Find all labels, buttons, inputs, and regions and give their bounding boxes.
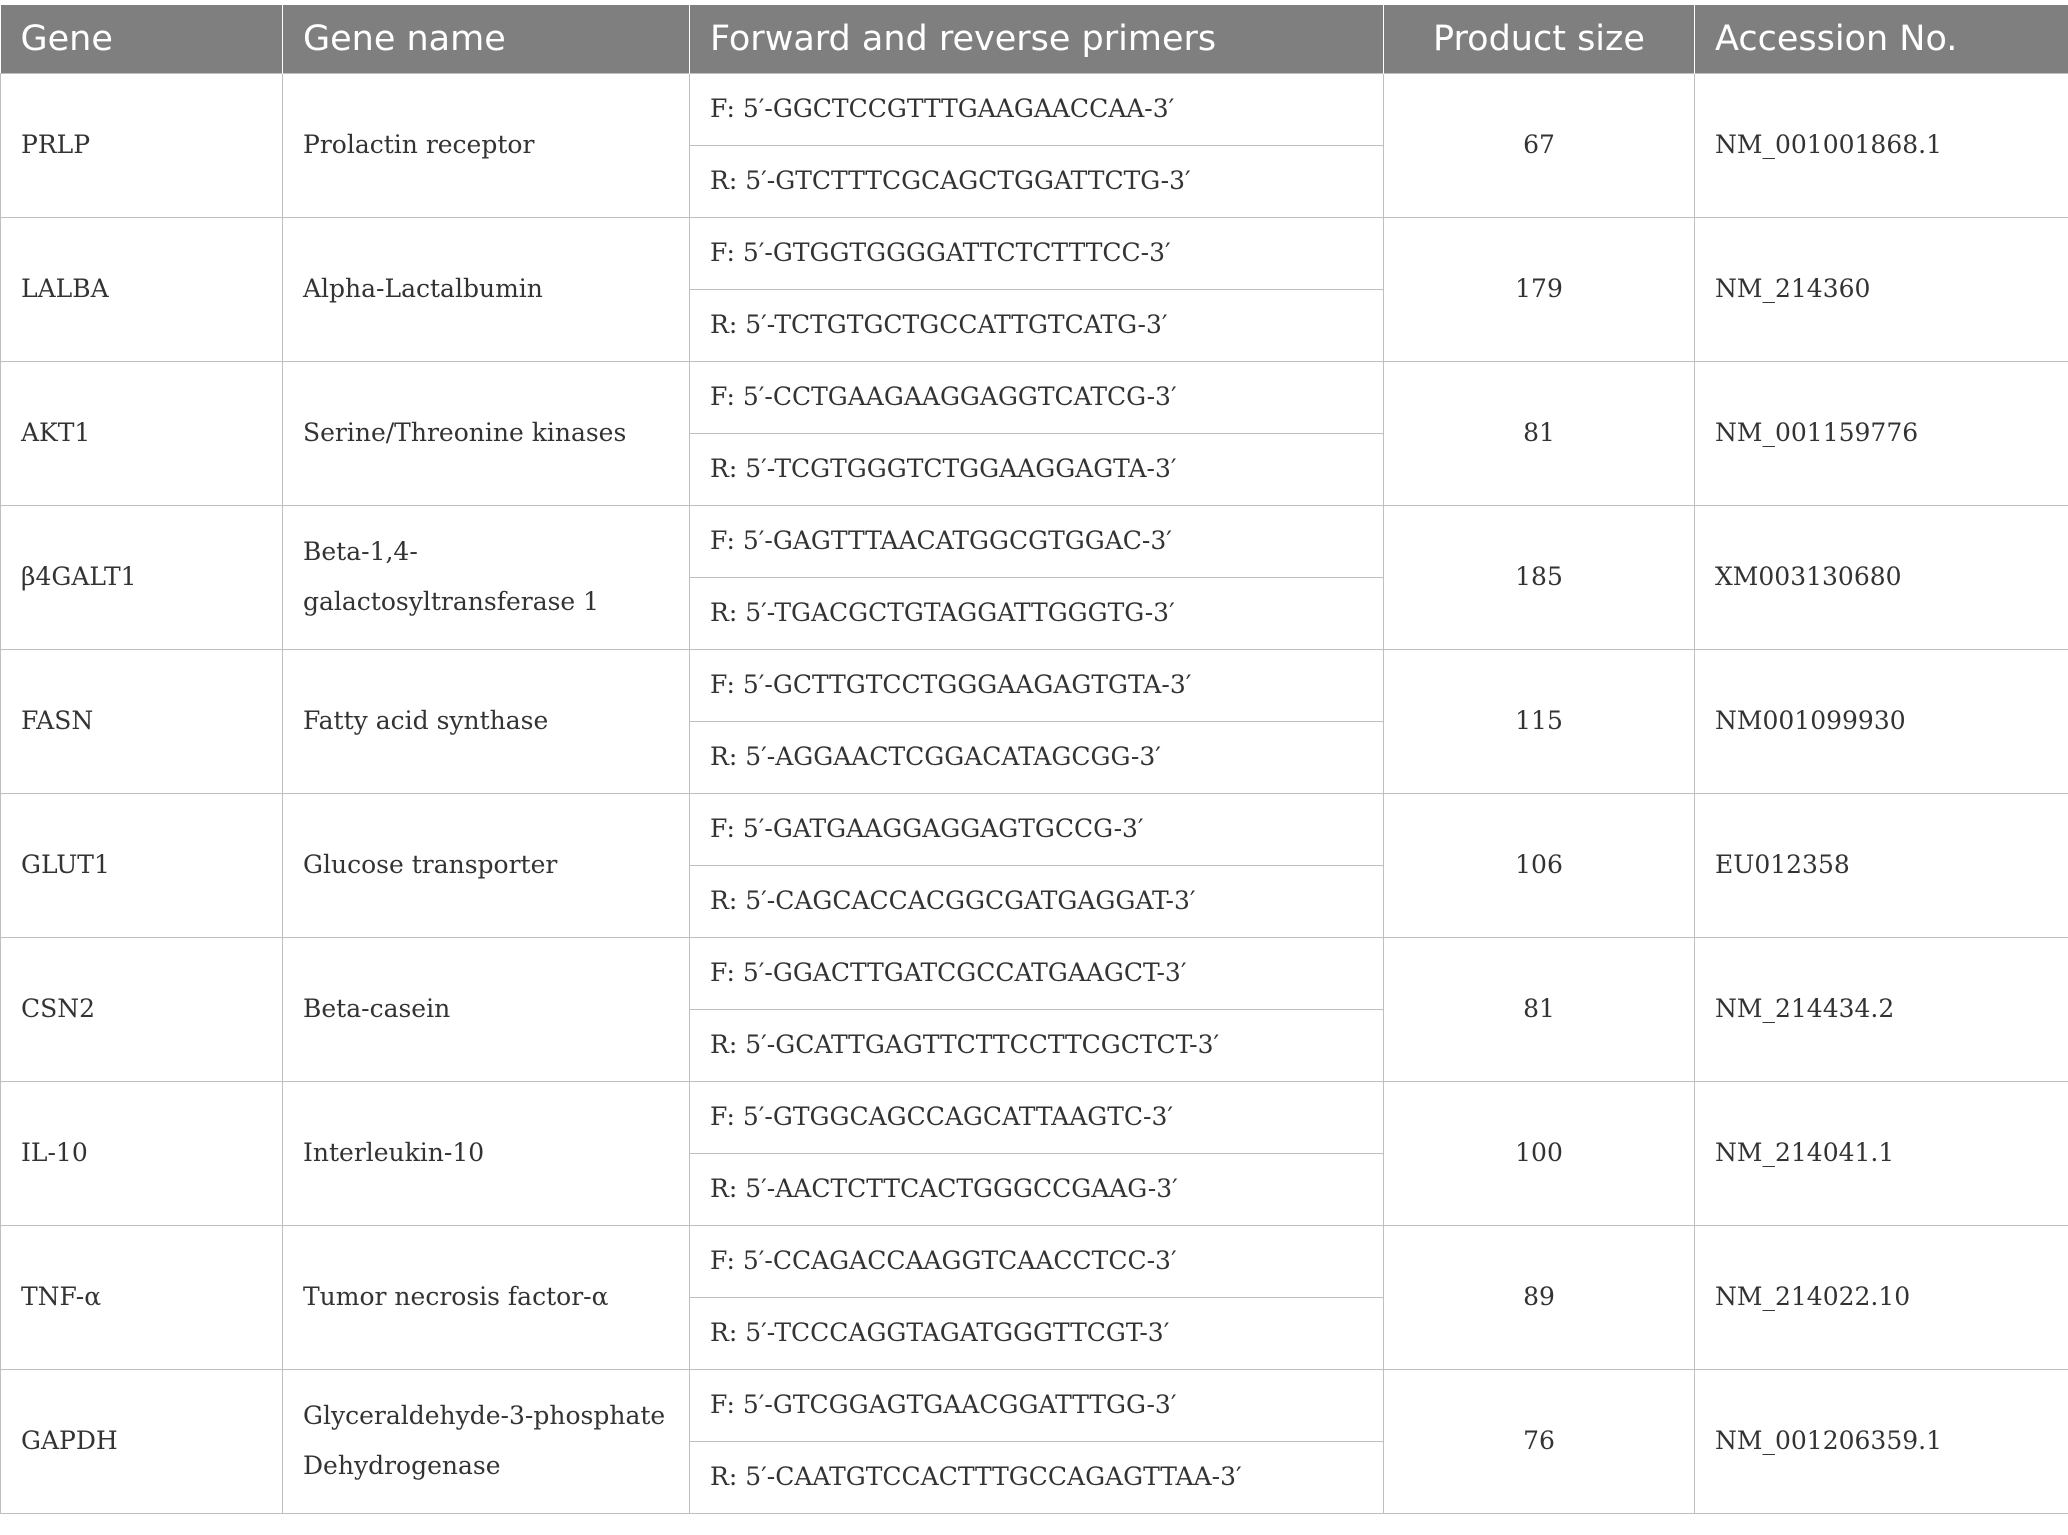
reverse-primer-cell: R: 5′-GCATTGAGTTCTTCCTTCGCTCT-3′ [690,1009,1384,1081]
header-row [1,5,2068,73]
table-row [1,73,2068,145]
gene-name-cell: Beta-casein [283,937,690,1081]
accession-cell: NM001099930 [1695,649,2068,793]
product-size-cell: 185 [1384,505,1695,649]
gene-cell: GLUT1 [1,793,283,937]
header-product-size: Product size [1384,5,1695,73]
accession-cell: NM_001159776 [1695,361,2068,505]
table-row [1,649,2068,721]
gene-cell: TNF-α [1,1225,283,1369]
gene-cell: AKT1 [1,361,283,505]
accession-cell: NM_214022.10 [1695,1225,2068,1369]
reverse-primer-cell: R: 5′-TGACGCTGTAGGATTGGGTG-3′ [690,577,1384,649]
gene-name-cell: Serine/Threonine kinases [283,361,690,505]
table-row [1,217,2068,289]
gene-cell: LALBA [1,217,283,361]
gene-name-cell: Tumor necrosis factor-α [283,1225,690,1369]
forward-primer-cell: F: 5′-CCTGAAGAAGGAGGTCATCG-3′ [690,361,1384,433]
product-size-cell: 89 [1384,1225,1695,1369]
accession-cell: XM003130680 [1695,505,2068,649]
forward-primer-cell: F: 5′-GTGGTGGGGATTCTCTTTCC-3′ [690,217,1384,289]
reverse-primer-cell: R: 5′-AACTCTTCACTGGGCCGAAG-3′ [690,1153,1384,1225]
gene-cell: PRLP [1,73,283,217]
gene-cell: β4GALT1 [1,505,283,649]
header-primers: Forward and reverse primers [690,5,1384,73]
gene-cell: FASN [1,649,283,793]
table-body [1,73,2068,1513]
table-header [1,5,2068,73]
table-row [1,505,2068,577]
table-row [1,1369,2068,1441]
forward-primer-cell: F: 5′-GGCTCCGTTTGAAGAACCAA-3′ [690,73,1384,145]
table-row [1,793,2068,865]
table-row [1,361,2068,433]
forward-primer-cell: F: 5′-GAGTTTAACATGGCGTGGAC-3′ [690,505,1384,577]
product-size-cell: 81 [1384,937,1695,1081]
accession-cell: EU012358 [1695,793,2068,937]
gene-name-cell: Beta-1,4-galactosyltransferase 1 [283,505,690,649]
gene-name-cell: Interleukin-10 [283,1081,690,1225]
forward-primer-cell: F: 5′-GCTTGTCCTGGGAAGAGTGTA-3′ [690,649,1384,721]
header-accession: Accession No. [1695,5,2068,73]
product-size-cell: 76 [1384,1369,1695,1513]
forward-primer-cell: F: 5′-GGACTTGATCGCCATGAAGCT-3′ [690,937,1384,1009]
gene-cell: IL-10 [1,1081,283,1225]
reverse-primer-cell: R: 5′-CAGCACCACGGCGATGAGGAT-3′ [690,865,1384,937]
gene-name-cell: Glyceraldehyde-3-phosphate Dehydrogenase [283,1369,690,1513]
product-size-cell: 67 [1384,73,1695,217]
gene-name-cell: Prolactin receptor [283,73,690,217]
header-gene: Gene [1,5,283,73]
reverse-primer-cell: R: 5′-CAATGTCCACTTTGCCAGAGTTAA-3′ [690,1441,1384,1513]
reverse-primer-cell: R: 5′-TCGTGGGTCTGGAAGGAGTA-3′ [690,433,1384,505]
accession-cell: NM_001206359.1 [1695,1369,2068,1513]
forward-primer-cell: F: 5′-GATGAAGGAGGAGTGCCG-3′ [690,793,1384,865]
accession-cell: NM_001001868.1 [1695,73,2068,217]
product-size-cell: 100 [1384,1081,1695,1225]
accession-cell: NM_214041.1 [1695,1081,2068,1225]
reverse-primer-cell: R: 5′-TCTGTGCTGCCATTGTCATG-3′ [690,289,1384,361]
gene-cell: GAPDH [1,1369,283,1513]
product-size-cell: 179 [1384,217,1695,361]
gene-name-cell: Fatty acid synthase [283,649,690,793]
header-gene-name: Gene name [283,5,690,73]
product-size-cell: 115 [1384,649,1695,793]
reverse-primer-cell: R: 5′-AGGAACTCGGACATAGCGG-3′ [690,721,1384,793]
gene-name-cell: Glucose transporter [283,793,690,937]
product-size-cell: 106 [1384,793,1695,937]
reverse-primer-cell: R: 5′-GTCTTTCGCAGCTGGATTCTG-3′ [690,145,1384,217]
gene-name-cell: Alpha-Lactalbumin [283,217,690,361]
table-row [1,937,2068,1009]
table-row [1,1081,2068,1153]
table-row [1,1225,2068,1297]
forward-primer-cell: F: 5′-GTGGCAGCCAGCATTAAGTC-3′ [690,1081,1384,1153]
gene-cell: CSN2 [1,937,283,1081]
forward-primer-cell: F: 5′-GTCGGAGTGAACGGATTTGG-3′ [690,1369,1384,1441]
primer-table [0,5,2068,1514]
accession-cell: NM_214434.2 [1695,937,2068,1081]
forward-primer-cell: F: 5′-CCAGACCAAGGTCAACCTCC-3′ [690,1225,1384,1297]
accession-cell: NM_214360 [1695,217,2068,361]
reverse-primer-cell: R: 5′-TCCCAGGTAGATGGGTTCGT-3′ [690,1297,1384,1369]
product-size-cell: 81 [1384,361,1695,505]
